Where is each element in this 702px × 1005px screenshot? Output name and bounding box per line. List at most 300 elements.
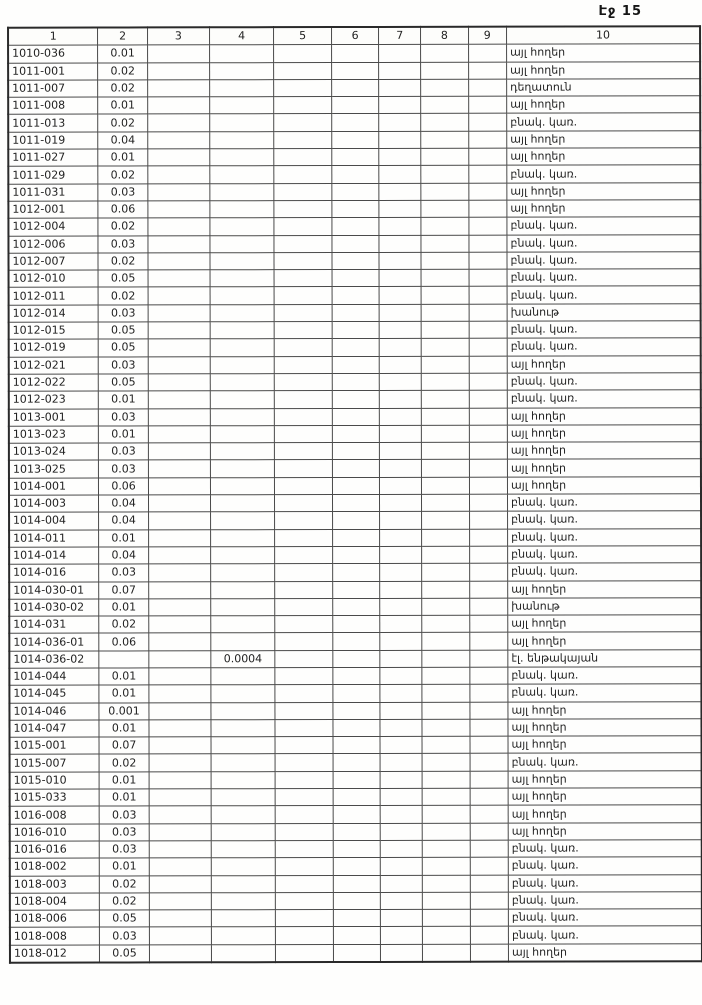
parcel-code-cell: 1011-013 xyxy=(8,115,98,132)
value-cell xyxy=(380,823,422,840)
value-cell xyxy=(211,702,275,719)
value-cell xyxy=(469,633,508,650)
parcel-code-cell: 1012-019 xyxy=(9,339,99,356)
value-cell xyxy=(275,719,333,736)
value-cell xyxy=(470,840,509,857)
value-cell xyxy=(148,356,210,373)
value-cell xyxy=(380,685,422,702)
value-cell: 0.03 xyxy=(99,443,148,460)
value-cell xyxy=(210,131,274,148)
table-header xyxy=(8,26,700,45)
value-cell xyxy=(469,269,508,286)
value-cell xyxy=(274,97,332,114)
value-cell: 0.05 xyxy=(99,374,148,391)
value-cell xyxy=(333,927,380,944)
value-cell xyxy=(470,736,509,753)
parcel-code-cell: 1013-001 xyxy=(9,409,99,426)
value-cell xyxy=(379,131,421,148)
value-cell xyxy=(379,218,421,235)
table-row xyxy=(8,44,700,63)
value-cell xyxy=(421,79,468,96)
parcel-code-cell: 1015-010 xyxy=(10,772,100,789)
value-cell xyxy=(380,425,422,442)
value-cell xyxy=(332,183,379,200)
land-use-cell: այլ հողեր xyxy=(508,615,702,633)
value-cell xyxy=(332,166,379,183)
value-cell xyxy=(333,806,380,823)
value-cell xyxy=(332,114,379,131)
value-cell xyxy=(275,633,333,650)
value-cell xyxy=(469,339,508,356)
land-use-cell: բնակ. կառ. xyxy=(508,840,702,858)
value-cell xyxy=(333,910,380,927)
value-cell xyxy=(275,460,333,477)
value-cell xyxy=(422,408,469,425)
value-cell xyxy=(148,478,210,495)
value-cell xyxy=(333,823,380,840)
value-cell xyxy=(211,685,275,702)
land-use-cell: այլ հողեր xyxy=(508,701,702,719)
value-cell xyxy=(468,166,507,183)
value-cell xyxy=(470,754,509,771)
value-cell xyxy=(276,858,334,875)
value-cell xyxy=(149,754,211,771)
value-cell: 0.03 xyxy=(99,357,148,374)
table-row xyxy=(9,701,701,720)
column-header: 9 xyxy=(468,27,507,45)
value-cell xyxy=(470,788,509,805)
value-cell xyxy=(381,858,423,875)
value-cell: 0.06 xyxy=(98,201,147,218)
value-cell xyxy=(380,650,422,667)
table-row xyxy=(9,528,701,547)
value-cell xyxy=(468,131,507,148)
value-cell xyxy=(422,512,469,529)
value-cell xyxy=(422,494,469,511)
value-cell xyxy=(210,201,274,218)
parcel-code-cell: 1012-015 xyxy=(9,322,99,339)
land-use-cell: այլ հողեր xyxy=(508,944,702,962)
value-cell xyxy=(274,114,332,131)
value-cell xyxy=(333,875,380,892)
value-cell xyxy=(422,460,469,477)
value-cell xyxy=(421,321,468,338)
value-cell: 0.04 xyxy=(99,512,148,529)
value-cell xyxy=(275,685,333,702)
value-cell xyxy=(276,892,334,909)
value-cell xyxy=(275,512,333,529)
parcel-code-cell: 1010-036 xyxy=(8,45,98,62)
value-cell xyxy=(469,287,508,304)
value-cell xyxy=(148,201,210,218)
table-row xyxy=(8,234,700,253)
value-cell xyxy=(210,477,274,494)
value-cell xyxy=(211,616,275,633)
parcel-code-cell: 1015-007 xyxy=(10,755,100,772)
value-cell xyxy=(422,442,469,459)
value-cell xyxy=(99,651,148,668)
value-cell xyxy=(333,581,380,598)
value-cell xyxy=(380,667,422,684)
value-cell xyxy=(380,391,422,408)
parcel-code-cell: 1013-023 xyxy=(9,426,99,443)
value-cell xyxy=(469,702,508,719)
value-cell xyxy=(379,62,421,79)
value-cell xyxy=(469,408,508,425)
land-use-cell: այլ հողեր xyxy=(508,719,702,737)
value-cell xyxy=(211,858,275,875)
value-cell xyxy=(380,754,422,771)
value-cell xyxy=(275,650,333,667)
value-cell xyxy=(422,667,469,684)
table-row xyxy=(10,874,702,893)
value-cell xyxy=(422,390,469,407)
parcel-code-cell: 1011-008 xyxy=(8,97,98,114)
value-cell xyxy=(148,581,210,598)
value-cell: 0.01 xyxy=(99,772,148,789)
value-cell xyxy=(210,97,274,114)
parcel-code-cell: 1015-001 xyxy=(10,737,100,754)
table-row xyxy=(9,494,701,513)
value-cell xyxy=(381,892,423,909)
value-cell xyxy=(333,719,380,736)
value-cell xyxy=(333,494,380,511)
value-cell xyxy=(210,235,274,252)
value-cell xyxy=(469,546,508,563)
value-cell xyxy=(468,44,507,61)
value-cell xyxy=(381,927,423,944)
land-use-cell: այլ հողեր xyxy=(507,476,701,494)
table-row xyxy=(10,892,702,911)
value-cell xyxy=(274,270,332,287)
value-cell: 0.001 xyxy=(99,703,148,720)
page-number-label: Էջ 15 xyxy=(598,4,642,19)
value-cell xyxy=(210,391,274,408)
table-row xyxy=(10,788,702,807)
land-use-cell: դեղատուն xyxy=(507,79,701,97)
value-cell xyxy=(379,166,421,183)
column-header: 3 xyxy=(147,27,209,45)
value-cell xyxy=(148,235,210,252)
table-row xyxy=(9,598,701,617)
value-cell xyxy=(380,633,422,650)
land-use-cell: այլ հողեր xyxy=(507,442,701,460)
value-cell xyxy=(274,218,332,235)
value-cell xyxy=(332,391,379,408)
value-cell xyxy=(422,563,469,580)
value-cell xyxy=(274,131,332,148)
value-cell: 0.04 xyxy=(99,495,148,512)
value-cell xyxy=(332,408,379,425)
value-cell xyxy=(148,339,210,356)
value-cell xyxy=(469,563,508,580)
value-cell xyxy=(211,720,275,737)
value-cell: 0.07 xyxy=(99,737,148,754)
land-use-cell: բնակ. կառ. xyxy=(508,857,702,875)
land-use-cell: բնակ. կառ. xyxy=(508,684,702,702)
value-cell xyxy=(333,858,380,875)
value-cell xyxy=(421,339,468,356)
value-cell xyxy=(210,149,274,166)
value-cell xyxy=(379,356,421,373)
value-cell xyxy=(149,823,211,840)
table-row xyxy=(9,355,701,374)
land-use-cell: բնակ. կառ. xyxy=(508,909,702,927)
parcel-code-cell: 1011-019 xyxy=(8,132,98,149)
value-cell xyxy=(211,598,275,615)
value-cell xyxy=(210,512,274,529)
column-header: 10 xyxy=(507,26,701,44)
value-cell xyxy=(275,408,333,425)
value-cell xyxy=(469,477,508,494)
value-cell xyxy=(423,944,470,962)
land-use-cell: բնակ. կառ. xyxy=(508,563,702,581)
value-cell xyxy=(380,719,422,736)
land-use-cell: խանութ xyxy=(508,598,702,616)
value-cell xyxy=(468,114,507,131)
parcel-code-cell: 1011-027 xyxy=(8,149,98,166)
table-row xyxy=(9,511,701,530)
value-cell: 0.0004 xyxy=(211,650,275,667)
value-cell xyxy=(380,494,422,511)
land-use-cell: այլ հողեր xyxy=(507,148,701,166)
value-cell xyxy=(422,633,469,650)
table-row xyxy=(8,131,700,150)
value-cell xyxy=(148,460,210,477)
table-row xyxy=(9,321,701,340)
value-cell xyxy=(211,581,275,598)
value-cell xyxy=(275,581,333,598)
land-use-cell: բնակ. կառ. xyxy=(507,373,701,391)
value-cell xyxy=(379,287,421,304)
value-cell xyxy=(148,547,210,564)
value-cell xyxy=(380,564,422,581)
table-row xyxy=(10,771,702,790)
value-cell xyxy=(274,287,332,304)
value-cell xyxy=(332,339,379,356)
value-cell: 0.01 xyxy=(98,97,147,114)
value-cell xyxy=(333,529,380,546)
value-cell xyxy=(149,875,211,892)
value-cell xyxy=(211,564,275,581)
value-cell xyxy=(469,719,508,736)
table-row xyxy=(8,61,700,80)
parcel-code-cell: 1012-011 xyxy=(9,287,99,304)
parcel-code-cell: 1014-047 xyxy=(9,720,99,737)
value-cell xyxy=(274,183,332,200)
value-cell xyxy=(332,425,379,442)
value-cell: 0.04 xyxy=(99,547,148,564)
value-cell: 0.02 xyxy=(98,114,147,131)
value-cell xyxy=(149,893,211,910)
value-cell xyxy=(275,443,333,460)
value-cell xyxy=(470,875,509,892)
land-use-cell: բնակ. կառ. xyxy=(508,528,702,546)
value-cell xyxy=(380,581,422,598)
value-cell xyxy=(333,512,380,529)
value-cell xyxy=(332,373,379,390)
value-cell: 0.01 xyxy=(99,391,148,408)
value-cell: 0.04 xyxy=(98,132,147,149)
parcel-code-cell: 1018-012 xyxy=(10,945,100,963)
value-cell xyxy=(276,875,334,892)
value-cell xyxy=(468,62,507,79)
value-cell xyxy=(210,356,274,373)
value-cell xyxy=(333,789,380,806)
value-cell xyxy=(380,442,422,459)
land-use-cell: բնակ. կառ. xyxy=(507,113,701,131)
value-cell: 0.01 xyxy=(99,668,148,685)
value-cell xyxy=(210,425,274,442)
value-cell xyxy=(380,546,422,563)
value-cell xyxy=(422,477,469,494)
land-use-cell: այլ հողեր xyxy=(507,131,701,149)
value-cell xyxy=(148,512,210,529)
value-cell xyxy=(422,598,469,615)
value-cell xyxy=(423,927,470,944)
land-use-cell: բնակ. կառ. xyxy=(507,217,701,235)
column-header: 5 xyxy=(274,27,332,45)
land-use-cell: բնակ. կառ. xyxy=(508,926,702,944)
value-cell xyxy=(380,598,422,615)
value-cell xyxy=(422,840,469,857)
value-cell xyxy=(332,477,379,494)
value-cell xyxy=(422,823,469,840)
value-cell xyxy=(470,823,509,840)
value-cell xyxy=(275,391,333,408)
value-cell xyxy=(148,166,210,183)
value-cell xyxy=(148,408,210,425)
land-use-cell: բնակ. կառ. xyxy=(507,269,701,287)
table-row xyxy=(8,165,700,184)
value-cell xyxy=(469,425,508,442)
value-cell xyxy=(421,148,468,165)
value-cell xyxy=(469,373,508,390)
value-cell xyxy=(470,771,509,788)
value-cell xyxy=(422,736,469,753)
value-cell xyxy=(149,772,211,789)
value-cell xyxy=(275,754,333,771)
value-cell xyxy=(211,893,275,910)
land-use-cell: բնակ. կառ. xyxy=(507,165,701,183)
value-cell xyxy=(332,97,379,114)
value-cell xyxy=(333,616,380,633)
value-cell xyxy=(275,529,333,546)
value-cell xyxy=(380,806,422,823)
value-cell xyxy=(274,149,332,166)
value-cell xyxy=(469,460,508,477)
land-use-cell: խանութ xyxy=(507,304,701,322)
value-cell xyxy=(149,668,211,685)
value-cell xyxy=(380,737,422,754)
value-cell: 0.01 xyxy=(99,720,148,737)
value-cell xyxy=(149,633,211,650)
value-cell xyxy=(468,200,507,217)
column-header: 8 xyxy=(421,27,468,45)
value-cell: 0.02 xyxy=(98,253,147,270)
value-cell xyxy=(211,633,275,650)
column-header: 4 xyxy=(209,27,273,45)
value-cell xyxy=(379,79,421,96)
value-cell xyxy=(332,304,379,321)
value-cell xyxy=(379,270,421,287)
value-cell xyxy=(148,529,210,546)
table-row xyxy=(8,113,700,132)
value-cell xyxy=(210,287,274,304)
table-row xyxy=(10,857,702,876)
value-cell xyxy=(209,45,273,62)
value-cell: 0.05 xyxy=(98,270,147,287)
parcel-code-cell: 1014-036-01 xyxy=(9,633,99,650)
value-cell xyxy=(275,495,333,512)
value-cell xyxy=(380,840,422,857)
value-cell xyxy=(149,858,211,875)
land-use-cell: այլ հողեր xyxy=(507,459,701,477)
value-cell xyxy=(210,495,274,512)
table-row xyxy=(10,753,702,772)
value-cell: 0.03 xyxy=(100,841,149,858)
value-cell: 0.02 xyxy=(98,218,147,235)
value-cell xyxy=(423,892,470,909)
land-use-cell: բնակ. կառ. xyxy=(508,667,702,685)
value-cell xyxy=(379,114,421,131)
land-use-cell: այլ հողեր xyxy=(508,822,702,840)
value-cell xyxy=(211,823,275,840)
value-cell: 0.01 xyxy=(99,599,148,616)
value-cell xyxy=(379,45,421,62)
value-cell xyxy=(421,356,468,373)
value-cell xyxy=(148,426,210,443)
land-use-cell: այլ հողեր xyxy=(508,580,702,598)
value-cell xyxy=(148,270,210,287)
parcel-code-cell: 1011-031 xyxy=(8,184,98,201)
value-cell xyxy=(148,495,210,512)
value-cell xyxy=(469,598,508,615)
value-cell xyxy=(274,322,332,339)
value-cell xyxy=(422,702,469,719)
value-cell xyxy=(210,62,274,79)
value-cell xyxy=(148,114,210,131)
value-cell xyxy=(380,460,422,477)
value-cell xyxy=(210,322,274,339)
value-cell: 0.03 xyxy=(99,408,148,425)
value-cell xyxy=(210,270,274,287)
value-cell xyxy=(274,304,332,321)
value-cell xyxy=(275,546,333,563)
parcel-code-cell: 1012-010 xyxy=(9,270,99,287)
value-cell xyxy=(379,304,421,321)
value-cell xyxy=(421,200,468,217)
value-cell xyxy=(469,667,508,684)
table-row xyxy=(9,286,701,305)
parcel-code-cell: 1018-004 xyxy=(10,893,100,910)
value-cell xyxy=(380,512,422,529)
value-cell xyxy=(422,529,469,546)
value-cell xyxy=(423,875,470,892)
table-body xyxy=(8,44,702,963)
value-cell xyxy=(333,667,380,684)
value-cell xyxy=(468,148,507,165)
land-use-cell: բնակ. կառ. xyxy=(508,494,702,512)
value-cell: 0.05 xyxy=(100,945,149,963)
value-cell xyxy=(469,494,508,511)
value-cell: 0.01 xyxy=(99,530,148,547)
parcel-code-cell: 1012-023 xyxy=(9,391,99,408)
value-cell xyxy=(149,737,211,754)
parcel-code-cell: 1012-007 xyxy=(8,253,98,270)
parcel-code-cell: 1018-003 xyxy=(10,876,100,893)
value-cell xyxy=(469,321,508,338)
